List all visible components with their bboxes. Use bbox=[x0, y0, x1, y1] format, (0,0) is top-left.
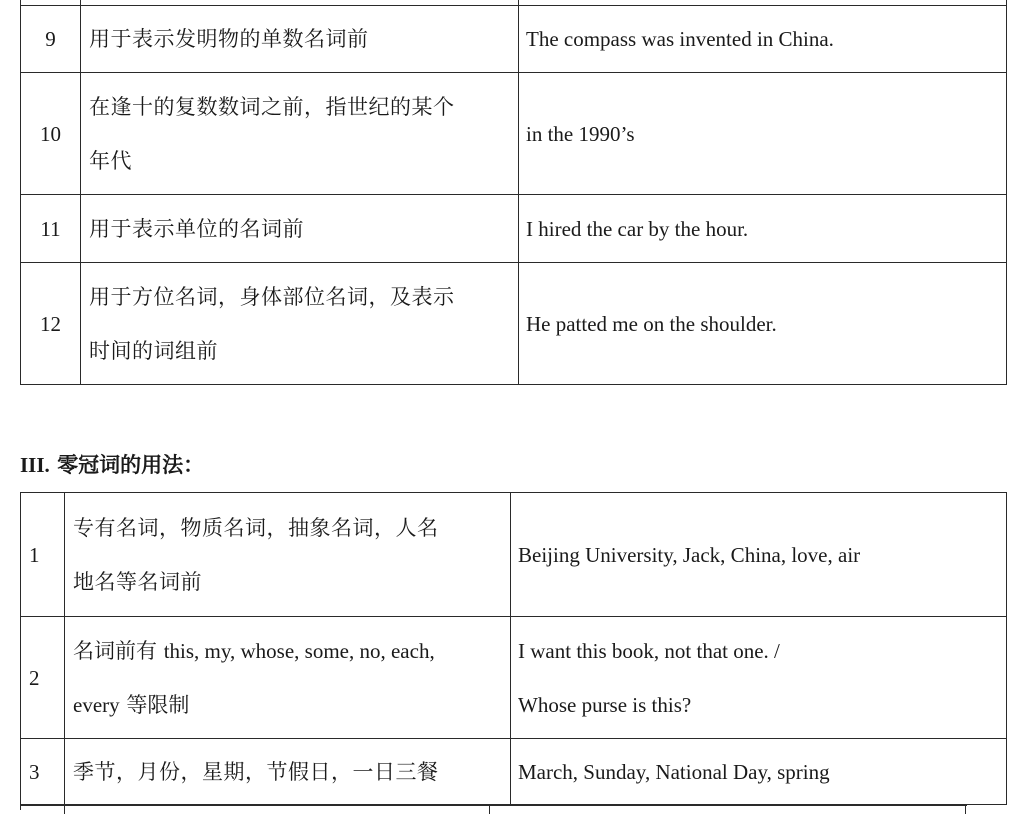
table-row bbox=[21, 739, 1007, 805]
usage-rule bbox=[81, 263, 519, 385]
table-row bbox=[21, 493, 1007, 617]
usage-rule-prefix: 名词前有 bbox=[73, 638, 164, 663]
usage-rule bbox=[65, 617, 511, 739]
usage-rule: 季节，月份，星期，节假日，一日三餐 bbox=[65, 739, 511, 805]
row-number: 10 bbox=[21, 73, 81, 195]
section-numeral: III. bbox=[20, 453, 50, 477]
usage-example: in the 1990’s bbox=[519, 73, 1007, 195]
section-heading bbox=[20, 449, 204, 481]
column-divider bbox=[965, 804, 966, 814]
usage-example bbox=[511, 617, 1007, 739]
usage-example: I hired the car by the hour. bbox=[519, 195, 1007, 263]
column-divider bbox=[489, 804, 490, 814]
column-divider bbox=[64, 804, 65, 814]
usage-rule-line: 地名等名词前 bbox=[73, 569, 202, 594]
usage-example: March, Sunday, National Day, spring bbox=[511, 739, 1007, 805]
usage-rule bbox=[65, 493, 511, 617]
next-table-partial-row bbox=[20, 804, 967, 810]
row-number: 2 bbox=[21, 617, 65, 739]
usage-rule: 用于表示发明物的单数名词前 bbox=[81, 6, 519, 73]
usage-example: He patted me on the shoulder. bbox=[519, 263, 1007, 385]
usage-rule-suffix: 等限制 bbox=[119, 692, 190, 717]
usage-example: The compass was invented in China. bbox=[519, 6, 1007, 73]
usage-example: Beijing University, Jack, China, love, air bbox=[511, 493, 1007, 617]
row-number: 12 bbox=[21, 263, 81, 385]
usage-rule-line bbox=[73, 678, 506, 732]
usage-rule-words: this, my, whose, some, no, each, bbox=[163, 638, 435, 663]
table-row bbox=[21, 195, 1007, 263]
usage-rule bbox=[81, 73, 519, 195]
usage-rule-line: 年代 bbox=[89, 148, 132, 173]
zero-article-usage-table bbox=[20, 492, 1007, 805]
row-number: 11 bbox=[21, 195, 81, 263]
usage-rule: 用于表示单位的名词前 bbox=[81, 195, 519, 263]
table-row bbox=[21, 73, 1007, 195]
table-row bbox=[21, 617, 1007, 739]
usage-example-line: I want this book, not that one. / bbox=[518, 638, 780, 663]
row-number: 1 bbox=[21, 493, 65, 617]
usage-rule-line: 用于方位名词，身体部位名词，及表示 bbox=[89, 284, 455, 309]
usage-rule-line: 在逢十的复数数词之前，指世纪的某个 bbox=[89, 94, 455, 119]
section-title: 零冠词的用法： bbox=[57, 452, 205, 477]
row-number: 3 bbox=[21, 739, 65, 805]
usage-rule-line bbox=[73, 624, 506, 678]
row-number: 9 bbox=[21, 6, 81, 73]
usage-rule-line: 时间的词组前 bbox=[89, 338, 218, 363]
usage-rule-words: every bbox=[73, 692, 120, 717]
usage-rule-line: 专有名词，物质名词，抽象名词，人名 bbox=[73, 515, 439, 540]
articles-usage-table-continued bbox=[20, 0, 1007, 385]
table-row bbox=[21, 263, 1007, 385]
usage-example-line: Whose purse is this? bbox=[518, 692, 692, 717]
table-row bbox=[21, 6, 1007, 73]
